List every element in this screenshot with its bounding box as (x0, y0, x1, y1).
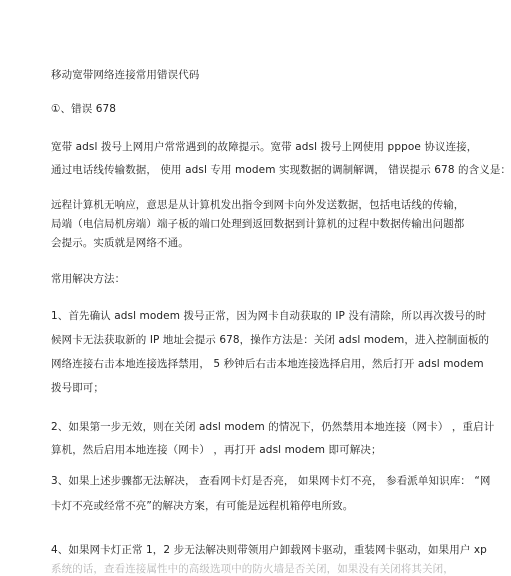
step-2-line: 2、如果第一步无效，则在关闭 adsl modem 的情况下，仍然禁用本地连接（网卡） ，重启计 (51, 421, 495, 433)
document-title: 移动宽带网络连接常用错误代码 (51, 69, 200, 81)
step-1-line: 网络连接右击本地连接选择禁用， 5 秒钟后右击本地连接选择启用，然后打开 adsl modem (51, 358, 484, 370)
step-3-line: 卡灯不亮或经常不亮”的解决方案，有可能是远程机箱停电所致。 (51, 500, 354, 512)
methods-heading: 常用解决方法： (51, 273, 126, 285)
paragraph-line: 远程计算机无响应，意思是从计算机发出指令到网卡向外发送数据，包括电话线的传输， (51, 199, 465, 211)
step-4-line: 4、如果网卡灯正常 1，2 步无法解决则带领用户卸载网卡驱动，重装网卡驱动，如果用户 xp (51, 544, 487, 556)
step-1-line: 1、首先确认 adsl modem 拨号正常，因为网卡自动获取的 IP 没有清除，所以再次拨号的时 (51, 310, 487, 322)
step-4-line-partial: 系统的话，查看连接属性中的高级选项中的防火墙是否关闭，如果没有关闭将其关闭， (51, 563, 454, 575)
step-1-line: 候网卡无法获取新的 IP 地址会提示 678，操作方法是：关闭 adsl modem，进入控制面板的 (51, 334, 490, 346)
step-2-line: 算机，然后启用本地连接（网卡） ，再打开 adsl modem 即可解决； (51, 444, 382, 456)
step-3-line: 3、如果上述步骤都无法解决， 查看网卡灯是否亮， 如果网卡灯不亮， 参看派单知识库： “网 (51, 475, 491, 487)
paragraph-line: 通过电话线传输数据， 使用 adsl 专用 modem 实现数据的调制解调， 错误提示 678 的含义是： (51, 164, 511, 176)
step-1-line: 拨号即可； (51, 382, 104, 394)
paragraph-line: 局端（电信局机房端）端子板的端口处理到返回数据到计算机的过程中数据传输出问题都 (51, 218, 465, 230)
section-heading-error-678: ①、错误 678 (51, 103, 117, 115)
paragraph-line: 会提示。实质就是网络不通。 (51, 237, 189, 249)
paragraph-line: 宽带 adsl 拨号上网用户常常遇到的故障提示。宽带 adsl 拨号上网使用 pppoe 协议连接， (51, 141, 478, 153)
